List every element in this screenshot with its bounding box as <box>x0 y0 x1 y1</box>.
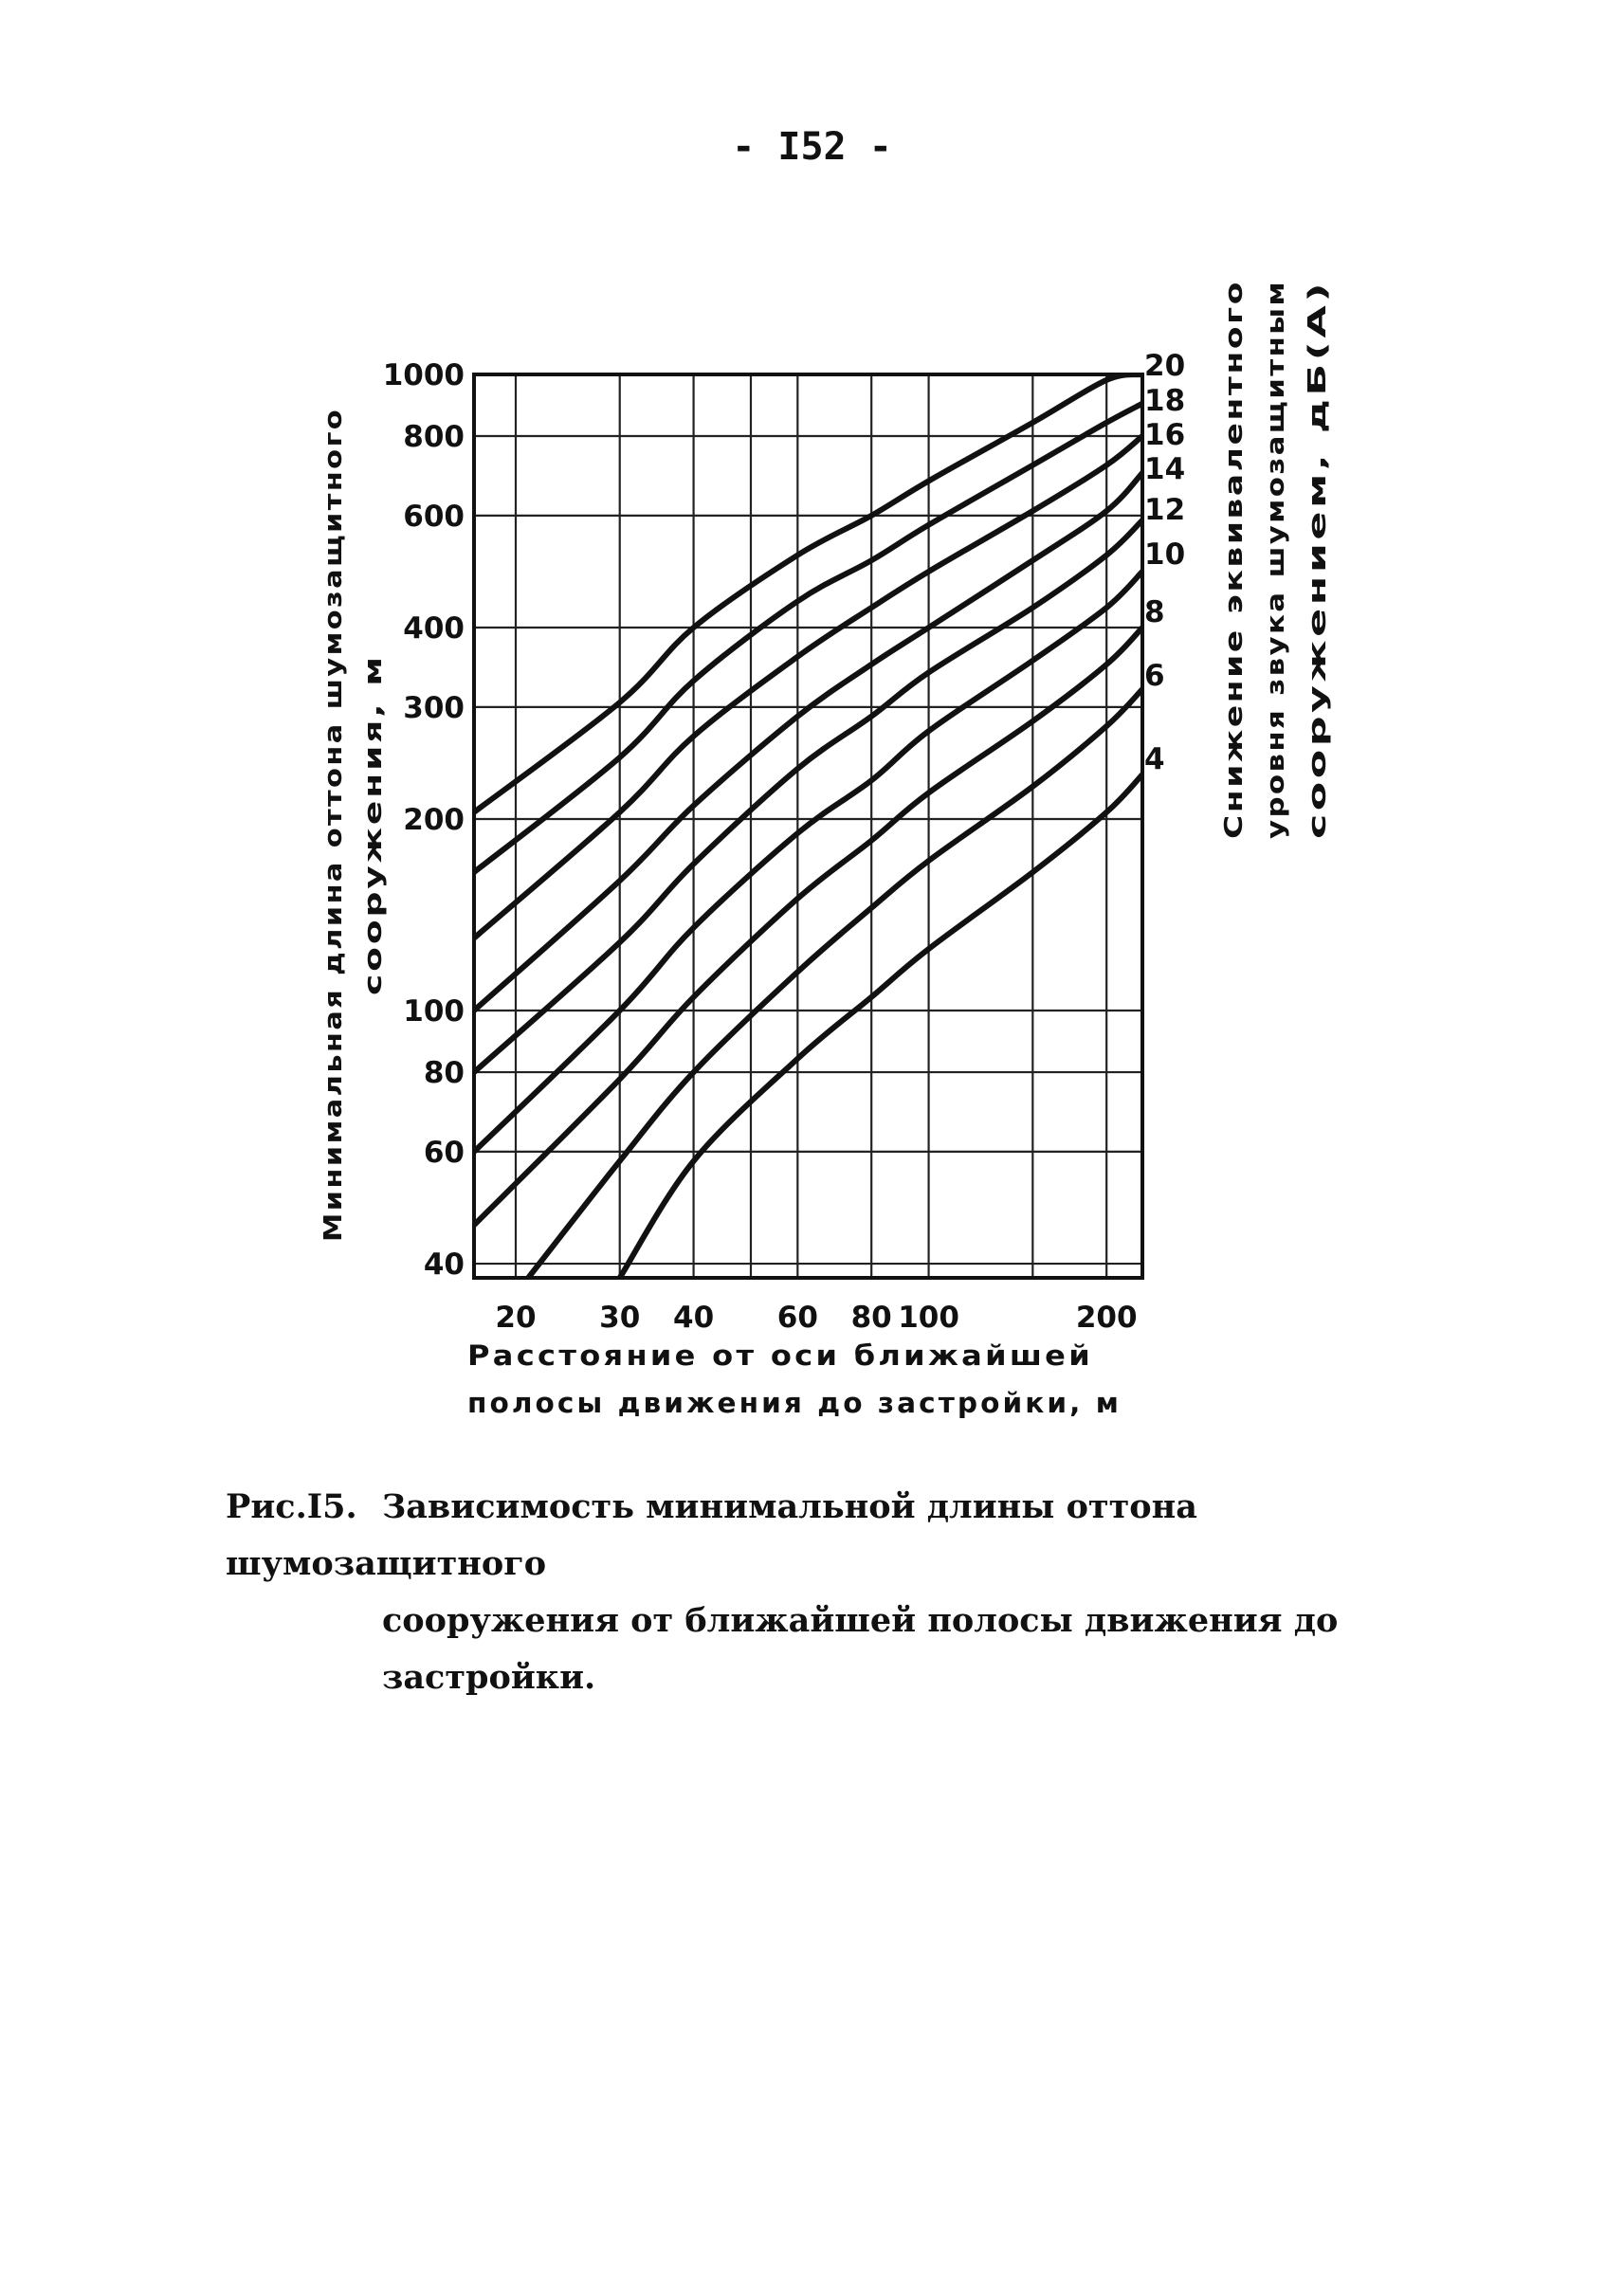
right-tick-label: 20 <box>1144 349 1186 383</box>
y-axis-label-line: Минимальная длина оттона шумозащитного <box>319 530 348 1242</box>
y-tick-label: 800 <box>403 420 465 455</box>
y2-axis-label-line: Снижение эквивалентного <box>1220 415 1249 839</box>
right-tick-label: 8 <box>1144 595 1165 629</box>
caption-line-2: сооружения от ближайшей полосы движения до <box>382 1601 1339 1640</box>
x-tick-label: 200 <box>1075 1301 1138 1335</box>
y-tick-label: 600 <box>403 499 465 534</box>
y-tick-label: 300 <box>403 690 465 725</box>
right-tick-label: 4 <box>1144 742 1165 776</box>
y-tick-label: 80 <box>423 1056 465 1091</box>
y-tick-label: 1000 <box>382 358 465 392</box>
y-axis-label <box>319 408 388 1242</box>
caption-line-3: застройки. <box>382 1658 596 1697</box>
series-line-14 <box>474 473 1142 1011</box>
series-line-4 <box>620 774 1142 1278</box>
figure-caption <box>226 1479 1477 1706</box>
right-tick-label: 16 <box>1144 418 1186 452</box>
x-tick-label: 80 <box>850 1301 892 1335</box>
right-tick-label: 10 <box>1144 537 1186 572</box>
right-tick-label: 6 <box>1144 659 1165 693</box>
y-axis-label-line: сооружения, м <box>359 758 388 995</box>
series-line-18 <box>474 404 1142 872</box>
y-tick-label: 400 <box>403 611 465 647</box>
right-tick-label: 14 <box>1144 452 1186 486</box>
y-tick-label: 40 <box>423 1248 465 1283</box>
series-line-8 <box>474 628 1142 1225</box>
y2-axis-label-line: сооружением, дБ(А) <box>1304 512 1332 839</box>
x-tick-label: 40 <box>673 1301 715 1335</box>
x-tick-label: 30 <box>599 1301 641 1335</box>
page-number: - I52 - <box>732 125 892 169</box>
y2-axis-label <box>1220 280 1332 839</box>
x-axis-label: Расстояние от оси ближайшей <box>467 1339 1093 1372</box>
x-tick-label: 20 <box>495 1301 537 1335</box>
series-layer <box>474 374 1142 1278</box>
x-tick-label: 60 <box>776 1301 818 1335</box>
x-tick-label: 100 <box>898 1301 959 1335</box>
y-tick-label: 200 <box>403 803 465 838</box>
y-tick-label: 60 <box>423 1135 465 1170</box>
y-tick-label: 100 <box>403 994 465 1029</box>
y2-axis-label-line: уровня звука шумозащитным <box>1262 367 1290 839</box>
caption-label: Рис.I5. <box>226 1487 357 1526</box>
caption-line-1: Зависимость минимальной длины оттона шумозащитного <box>226 1487 1197 1583</box>
x-axis-label: полосы движения до застройки, м <box>467 1387 1122 1419</box>
right-tick-label: 12 <box>1144 493 1186 527</box>
right-tick-label: 18 <box>1144 384 1186 418</box>
